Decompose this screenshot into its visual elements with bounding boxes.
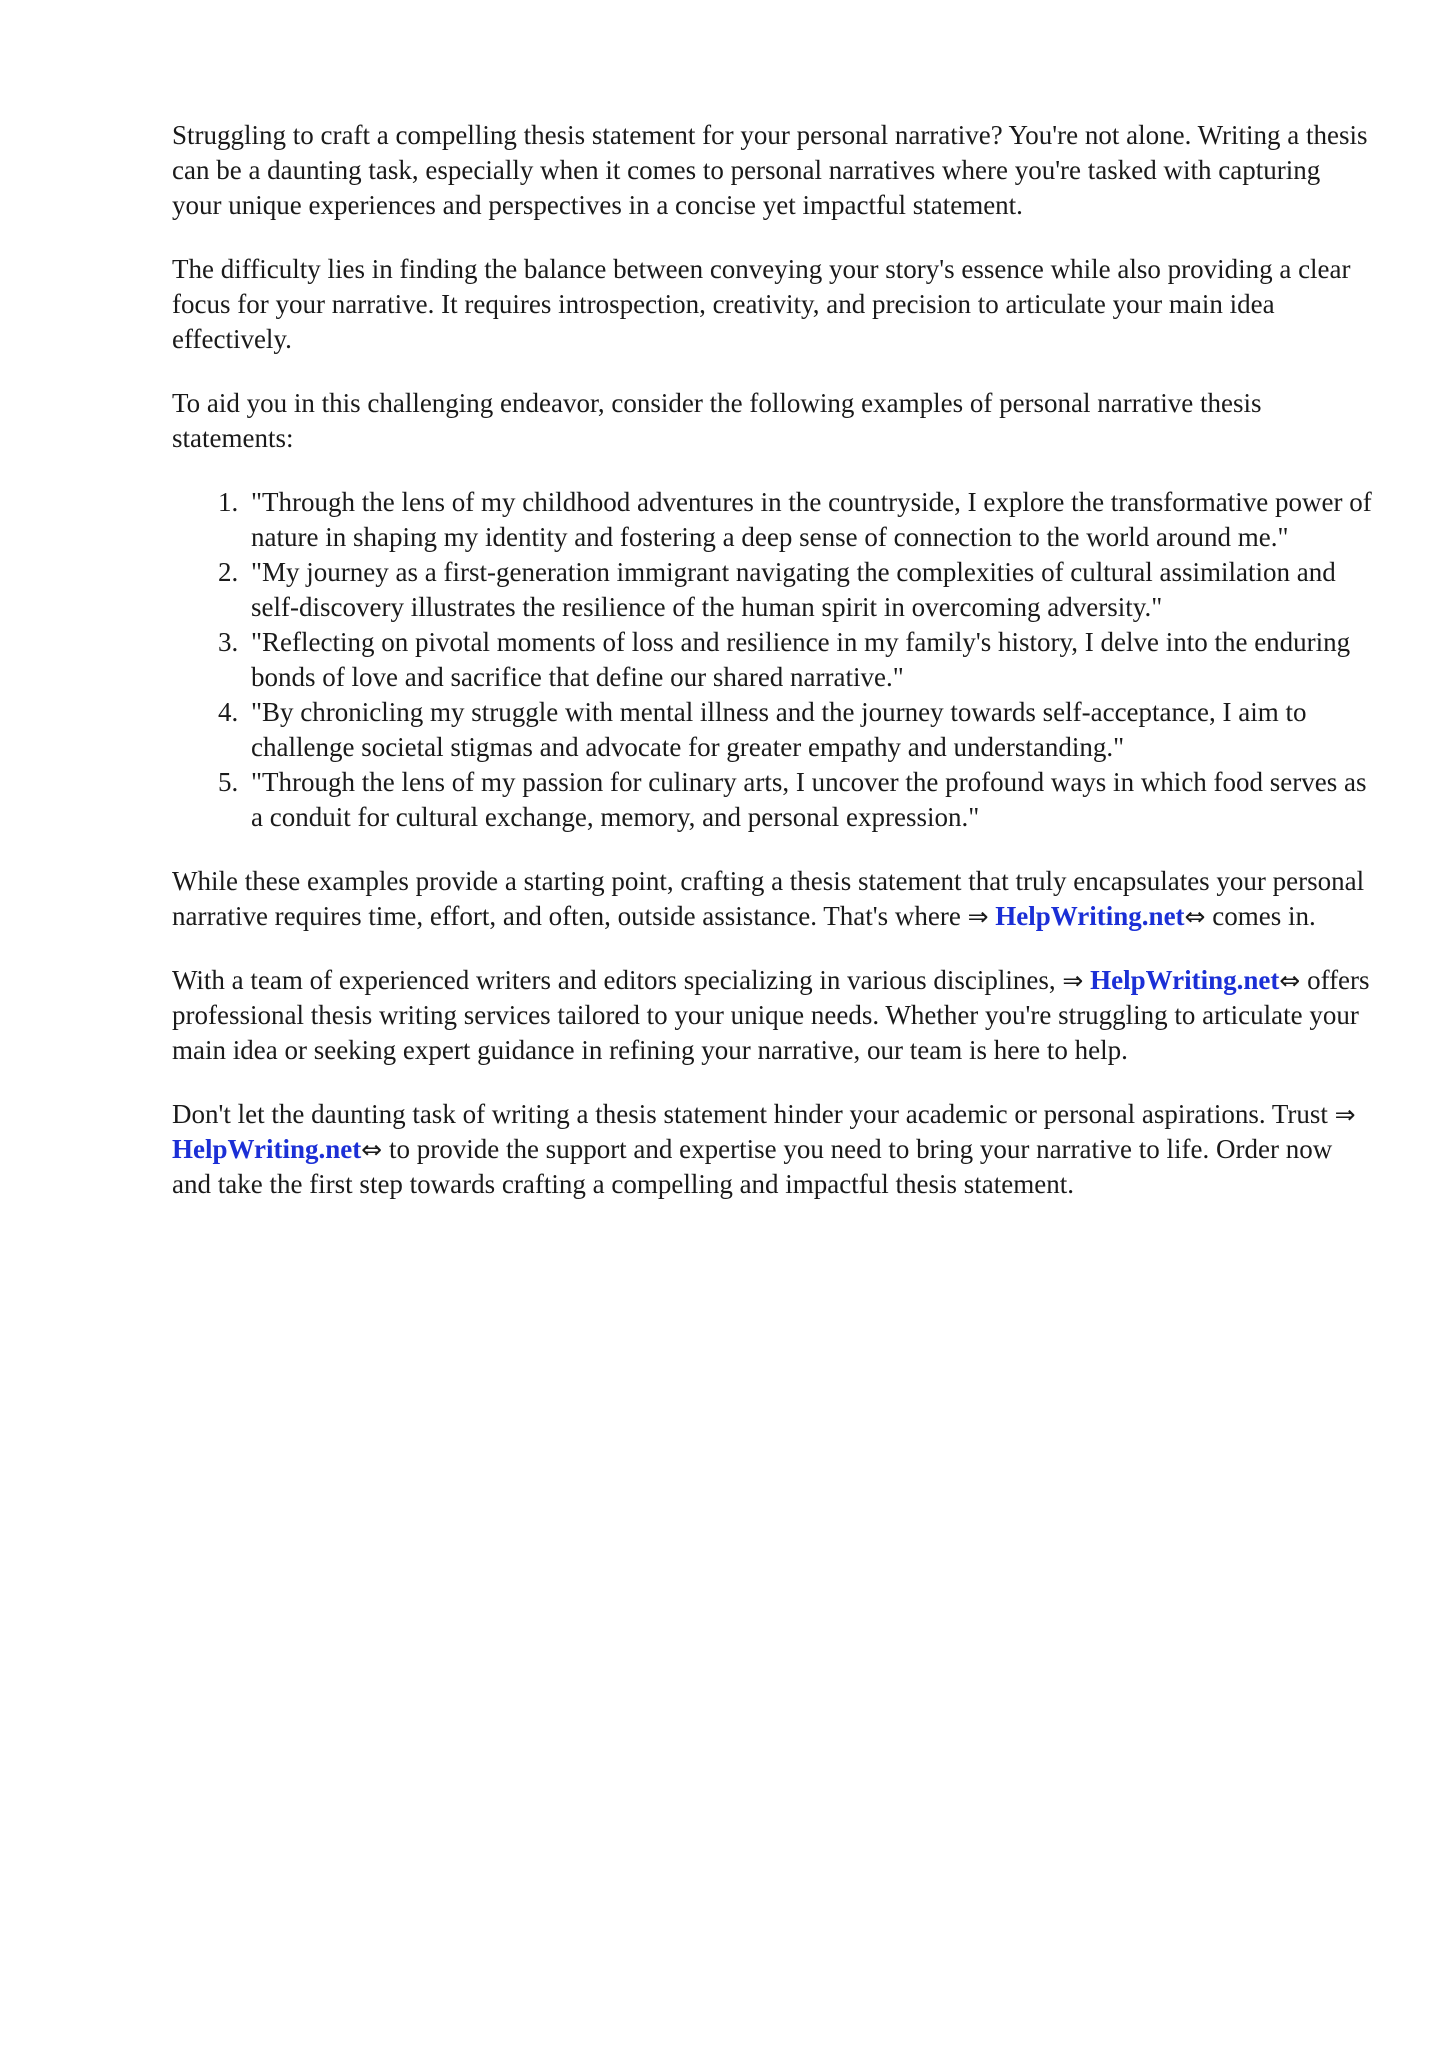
double-arrow-icon: ⇔ (1184, 902, 1206, 931)
list-item: 3. "Reflecting on pivotal moments of loss and resilience in my family's history, I delve into the enduring bonds of love and sacrifice that define our shared narrative." (245, 625, 1372, 695)
helpwriting-link[interactable]: HelpWriting.net (1090, 965, 1280, 995)
double-arrow-icon: ⇔ (361, 1135, 383, 1164)
team-text-after: offers professional thesis writing services tailored to your unique needs. Whether you're struggling to articulate your main idea or seeking expert guidance in refining your narrative, our team is here to help. (172, 965, 1370, 1065)
list-item: 2. "My journey as a first-generation immigrant navigating the complexities of cultural assimilation and self-discovery illustrates the resilience of the human spirit in overcoming adversity." (245, 555, 1372, 625)
trust-text-after: to provide the support and expertise you need to bring your narrative to life. Order now and take the first step towards crafting a compelling and impactful thesis statement. (172, 1134, 1333, 1199)
team-text-before: With a team of experienced writers and editors specializing in various disciplines, (172, 965, 1063, 995)
starting-point-text-before: While these examples provide a starting point, crafting a thesis statement that truly encapsulates your personal narrative requires time, effort, and often, outside assistance. That's where (172, 866, 1365, 931)
starting-point-text-after: comes in. (1205, 901, 1316, 931)
trust-text-before: Don't let the daunting task of writing a thesis statement hinder your academic or personal aspirations. Trust (172, 1099, 1335, 1129)
helpwriting-link[interactable]: HelpWriting.net (995, 901, 1185, 931)
document-page (172, 118, 1372, 1231)
right-arrow-icon: ⇒ (1062, 966, 1084, 995)
starting-point-paragraph (172, 864, 1372, 934)
difficulty-paragraph: The difficulty lies in finding the balance between conveying your story's essence while also providing a clear focus for your narrative. It requires introspection, creativity, and precision to articulate your main idea effectively. (172, 254, 1351, 354)
intro-paragraph: Struggling to craft a compelling thesis statement for your personal narrative? You're not alone. Writing a thesis can be a daunting task, especially when it comes to personal narratives where you're tasked with capturing your unique experiences and perspectives in a concise yet impactful statement. (172, 120, 1368, 220)
right-arrow-icon: ⇒ (967, 902, 989, 931)
list-item: 5. "Through the lens of my passion for culinary arts, I uncover the profound ways in which food serves as a conduit for cultural exchange, memory, and personal expression." (245, 765, 1372, 835)
trust-paragraph (172, 1097, 1372, 1202)
team-paragraph (172, 963, 1372, 1068)
list-item: 4. "By chronicling my struggle with mental illness and the journey towards self-acceptance, I aim to challenge societal stigmas and advocate for greater empathy and understanding." (245, 695, 1372, 765)
examples-list (172, 485, 1372, 835)
list-item: 1. "Through the lens of my childhood adventures in the countryside, I explore the transformative power of nature in shaping my identity and fostering a deep sense of connection to the world around me." (245, 485, 1372, 555)
double-arrow-icon: ⇔ (1279, 966, 1301, 995)
right-arrow-icon: ⇒ (1334, 1100, 1356, 1129)
examples-intro-paragraph: To aid you in this challenging endeavor, consider the following examples of personal narrative thesis statements: (172, 388, 1262, 453)
helpwriting-link[interactable]: HelpWriting.net (172, 1134, 362, 1164)
